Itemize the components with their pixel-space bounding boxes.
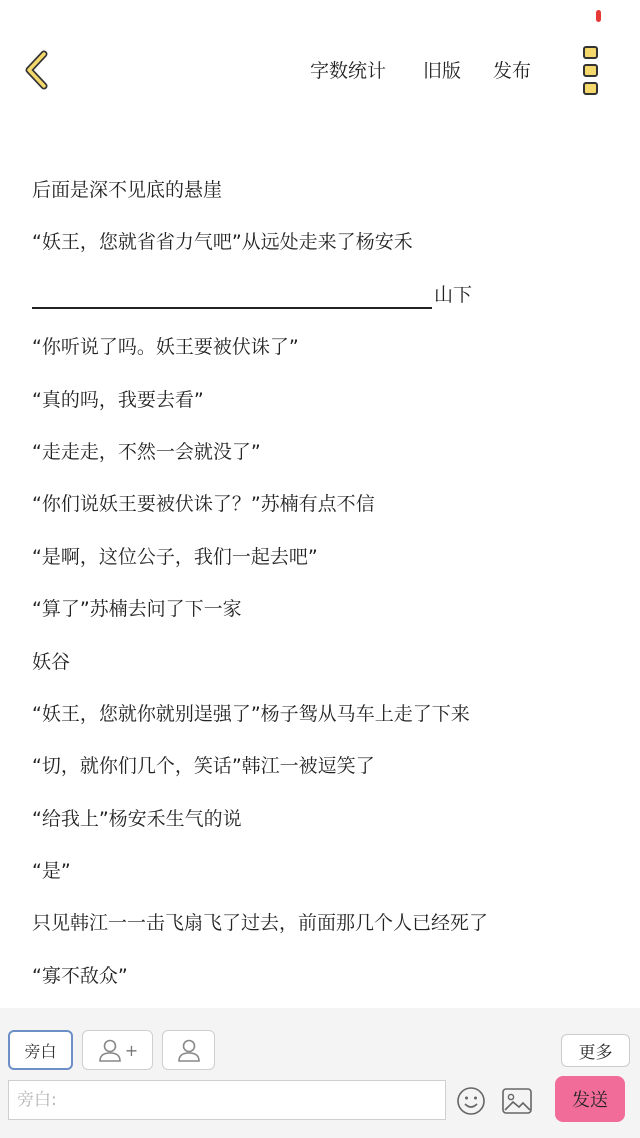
story-line: “你们说妖王要被伏诛了？”苏楠有点不信 [32, 493, 375, 516]
narration-role-button[interactable] [8, 1030, 73, 1070]
insert-image-button[interactable] [501, 1086, 533, 1116]
menu-icon-bar [583, 82, 598, 95]
story-line: “妖王，您就你就别逞强了”杨子鸳从马车上走了下来 [32, 702, 470, 725]
story-line: “你听说了吗。妖王要被伏诛了” [32, 336, 299, 359]
story-line: “走走走，不然一会就没了” [32, 440, 261, 463]
top-toolbar [0, 0, 640, 130]
story-line: “算了”苏楠去问了下一家 [32, 598, 242, 621]
old-version-button[interactable]: 旧版 [423, 60, 462, 82]
send-button[interactable]: 发送 [555, 1076, 625, 1122]
story-content [32, 176, 612, 1014]
smiley-icon [456, 1086, 486, 1116]
more-options-button[interactable]: 更多 [561, 1034, 630, 1067]
story-line: 妖谷 [32, 650, 71, 673]
message-input[interactable] [8, 1080, 446, 1120]
story-line: “切，就你们几个，笑话”韩江一被逗笑了 [32, 755, 375, 778]
menu-icon [583, 46, 598, 59]
person-icon [176, 1037, 202, 1063]
more-menu-button[interactable] [578, 46, 600, 92]
person-icon [97, 1037, 123, 1063]
scene-label: 山下 [434, 283, 473, 306]
story-line: 后面是深不见底的悬崖 [32, 179, 223, 201]
emoji-button[interactable] [456, 1086, 486, 1116]
story-line: “真的吗，我要去看” [32, 388, 204, 411]
character-role-button[interactable] [162, 1030, 215, 1070]
story-line: “给我上”杨安禾生气的说 [32, 807, 242, 830]
add-role-button[interactable] [82, 1030, 153, 1070]
compose-bar [0, 1008, 640, 1138]
back-button[interactable] [20, 48, 56, 92]
menu-icon-bar [583, 64, 598, 77]
story-line: 只见韩江一一击飞扇飞了过去，前面那几个人已经死了 [32, 912, 489, 935]
story-line: “寡不敌众” [32, 964, 128, 987]
publish-button[interactable]: 发布 [493, 60, 532, 82]
horizontal-rule [32, 289, 432, 309]
word-count-button[interactable]: 字数统计 [310, 60, 387, 82]
story-line: “是啊，这位公子，我们一起去吧” [32, 545, 318, 568]
scene-divider-line [32, 281, 612, 309]
image-icon [501, 1086, 533, 1116]
story-line: “妖王，您就省省力气吧”从远处走来了杨安禾 [32, 231, 413, 254]
chevron-left-icon [20, 48, 56, 92]
story-line: “是” [32, 860, 71, 883]
plus-icon: + [124, 1040, 139, 1060]
narration-role-label: 旁白 [24, 1041, 57, 1061]
